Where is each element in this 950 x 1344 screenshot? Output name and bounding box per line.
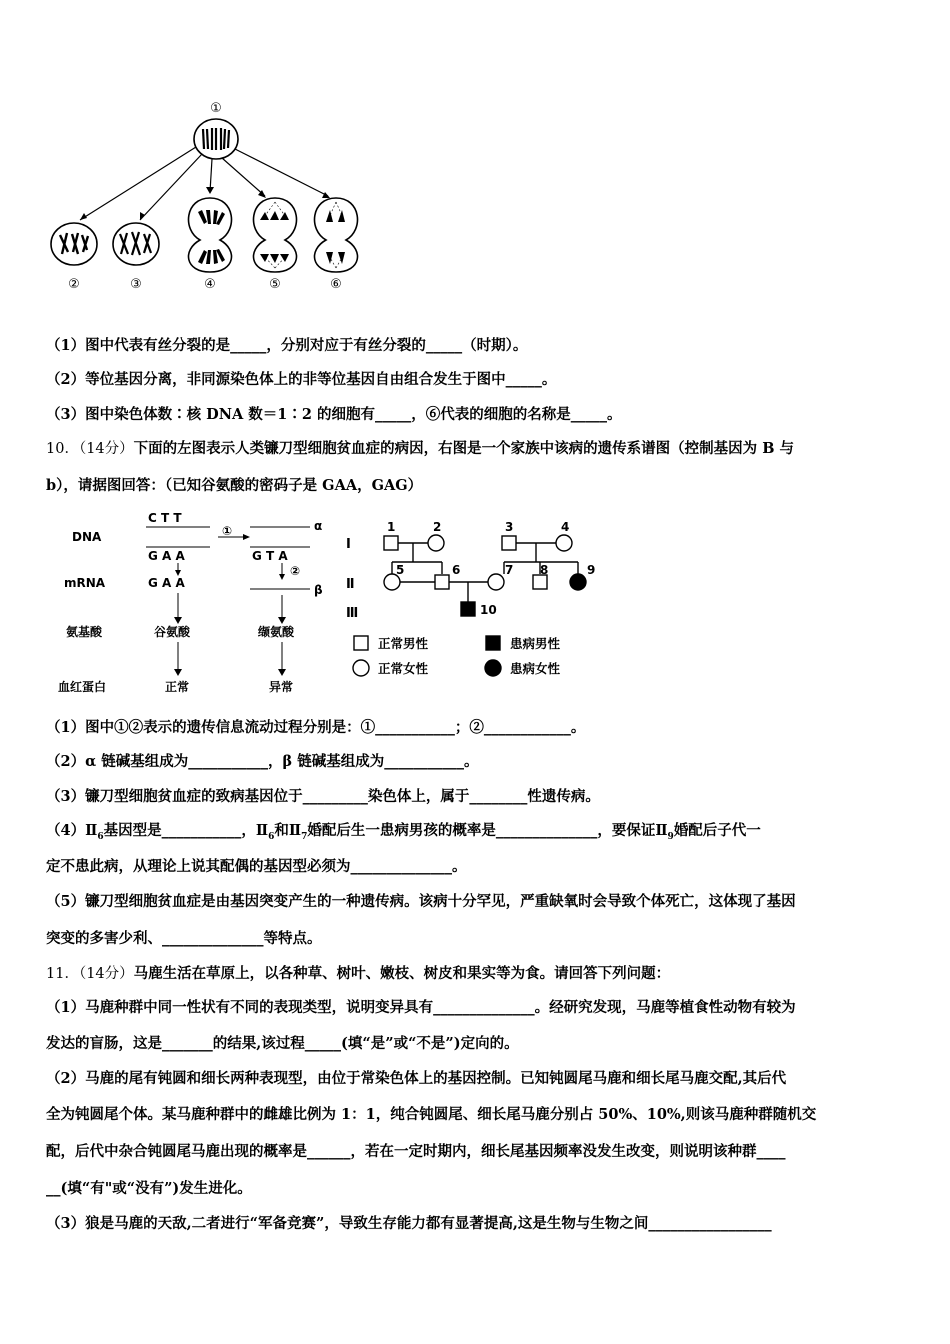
legend-affected-female: 患病女性: [510, 661, 561, 676]
q11-part2-line3: 配，后代中杂合钝圆尾马鹿出现的概率是______，若在一定时期内，细长尾基因频率没发生改变，则说明该种群____: [46, 1143, 786, 1160]
q10-part2: （2）α 链碱基组成为___________，β 链碱基组成为___________。: [46, 753, 479, 770]
q11-header-text: 马鹿生活在草原上，以各种草、树叶、嫩枝、树皮和果实等为食。请回答下列问题：: [133, 965, 671, 982]
q10-part4-seg-i: 婚配后子代一: [673, 822, 761, 839]
individual-1: [384, 536, 398, 550]
legend-normal-female: 正常女性: [378, 661, 429, 676]
label-cell-4: ④: [204, 277, 216, 292]
dna-bottom-strand: G A A: [148, 549, 185, 563]
amino-acid-mutant: 缬氨酸: [258, 625, 295, 639]
q10-part1: （1）图中①②表示的遗传信息流动过程分别是：①___________；②____________。: [46, 719, 586, 736]
q10-header-line2: b），请据图回答：（已知谷氨酸的密码子是 GAA，GAG）: [46, 477, 423, 494]
q11-part2-line4: __(填“有"或“没有”)发生进化。: [46, 1180, 252, 1197]
individual-3: [502, 536, 516, 550]
amino-acid-normal: 谷氨酸: [154, 625, 191, 639]
legend-normal-female-symbol: [353, 660, 369, 676]
individual-4: [556, 535, 572, 551]
alpha-chain-label: α: [314, 519, 323, 533]
q11-part3: （3）狼是马鹿的天敌,二者进行“军备竞赛”，导致生存能力都有显著提高,这是生物与生物之间_________________: [46, 1215, 772, 1232]
q11-part1-line2: 发达的盲肠，这是_______的结果,该过程_____(填“是”或“不是”)定向的。: [46, 1035, 519, 1052]
cell-1-chromosomes: [203, 128, 229, 150]
lineage-arrows: [80, 147, 328, 220]
q11-score: （14分）: [78, 966, 134, 982]
q11-header: [46, 964, 670, 984]
id-1: 1: [387, 520, 396, 534]
q11-number: 11．: [46, 966, 79, 982]
id-9: 9: [587, 563, 596, 577]
label-cell-3: ③: [130, 277, 142, 292]
label-cell-5: ⑤: [269, 277, 281, 292]
q10-score: （14分）: [78, 441, 134, 457]
individual-2: [428, 535, 444, 551]
individual-7: [488, 574, 504, 590]
generation-2-label: Ⅱ: [346, 577, 355, 592]
generation-1-label: Ⅰ: [346, 537, 351, 552]
q10-part4-line2: 定不患此病，从理论上说其配偶的基因型必须为______________。: [46, 858, 467, 875]
q10-part4-seg-a: （4）Ⅱ: [46, 822, 98, 839]
q10-part4-sub-9: 9: [667, 831, 674, 842]
label-cell-2: ②: [68, 277, 80, 292]
sickle-cell-flow-diagram: [50, 505, 340, 700]
q11-part2-line2: 全为钝圆尾个体。某马鹿种群中的雌雄比例为 1：1，纯合钝圆尾、细长尾马鹿分别占 50%、10%,则该马鹿种群随机交: [46, 1106, 817, 1123]
cell-6: [315, 198, 358, 272]
row-label-amino-acid: 氨基酸: [66, 625, 103, 639]
beta-chain-label: β: [314, 583, 323, 597]
legend-affected-female-symbol: [485, 660, 501, 676]
q10-part4-seg-e: 和Ⅱ: [274, 822, 302, 839]
id-2: 2: [433, 520, 442, 534]
step-2-label: ②: [290, 564, 301, 578]
q10-part4-sub-7: 7: [301, 831, 308, 842]
individual-9: [570, 574, 586, 590]
q10-part5-line1: （5）镰刀型细胞贫血症是由基因突变产生的一种遗传病。该病十分罕见，严重缺氧时会导致个体死亡，这体现了基因: [46, 893, 796, 910]
id-8: 8: [540, 563, 549, 577]
q9-part2: （2）等位基因分离，非同源染色体上的非等位基因自由组合发生于图中_____。: [46, 371, 557, 388]
id-7: 7: [505, 563, 514, 577]
q11-part2-line1: （2）马鹿的尾有钝圆和细长两种表现型，由位于常染色体上的基因控制。已知钝圆尾马鹿和细长尾马鹿交配,其后代: [46, 1070, 787, 1087]
q10-part5-line2: 突变的多害少利、______________等特点。: [46, 930, 322, 947]
q11-part1-line1: （1）马鹿种群中同一性状有不同的表现类型，说明变异具有______________。经研究发现，马鹿等植食性动物有较为: [46, 999, 796, 1016]
label-cell-1: ①: [210, 101, 222, 116]
q10-part4-seg-g: 婚配后生一患病男孩的概率是______________，要保证Ⅱ: [307, 822, 668, 839]
mrna-normal-strand: G A A: [148, 576, 185, 590]
q9-part1: （1）图中代表有丝分裂的是_____，分别对应于有丝分裂的_____（时期）。: [46, 337, 528, 354]
q10-header: [46, 439, 794, 459]
q10-part3: （3）镰刀型细胞贫血症的致病基因位于_________染色体上，属于________性遗传病。: [46, 788, 600, 805]
label-cell-6: ⑥: [330, 277, 342, 292]
id-4: 4: [561, 520, 570, 534]
row-label-mrna: mRNA: [64, 576, 106, 590]
row-label-dna: DNA: [72, 530, 102, 544]
legend-normal-male: 正常男性: [378, 636, 429, 651]
id-10: 10: [480, 603, 497, 617]
row-label-hemoglobin: 血红蛋白: [58, 680, 107, 694]
q10-number: 10．: [46, 441, 79, 457]
id-5: 5: [396, 563, 405, 577]
hemoglobin-normal: 正常: [165, 680, 190, 694]
generation-3-label: Ⅲ: [346, 606, 359, 621]
individual-10: [461, 602, 475, 616]
q10-header-text: 下面的左图表示人类镰刀型细胞贫血症的病因，右图是一个家族中该病的遗传系谱图（控制基因为 B 与: [133, 440, 795, 457]
id-3: 3: [505, 520, 514, 534]
dna-top-strand: C T T: [148, 511, 182, 525]
q10-part4-line1: [46, 821, 761, 847]
legend-normal-male-symbol: [354, 636, 368, 650]
q9-part3: （3）图中染色体数∶核 DNA 数＝1∶2 的细胞有_____，⑥代表的细胞的名称是_____。: [46, 406, 622, 423]
q10-part4-seg-c: 基因型是___________，Ⅱ: [103, 822, 269, 839]
step-1-label: ①: [222, 524, 233, 538]
individual-6: [435, 575, 449, 589]
q10-part4-sub-6b: 6: [268, 831, 275, 842]
mutant-dna-strand: G T A: [252, 549, 288, 563]
id-6: 6: [452, 563, 461, 577]
legend-affected-male-symbol: [486, 636, 500, 650]
hemoglobin-mutant: 异常: [269, 680, 294, 694]
individual-8: [533, 575, 547, 589]
pedigree-chart: [340, 512, 600, 682]
legend-affected-male: 患病男性: [510, 636, 561, 651]
q10-part4-sub-6a: 6: [97, 831, 104, 842]
cell-division-figure: [40, 92, 380, 302]
